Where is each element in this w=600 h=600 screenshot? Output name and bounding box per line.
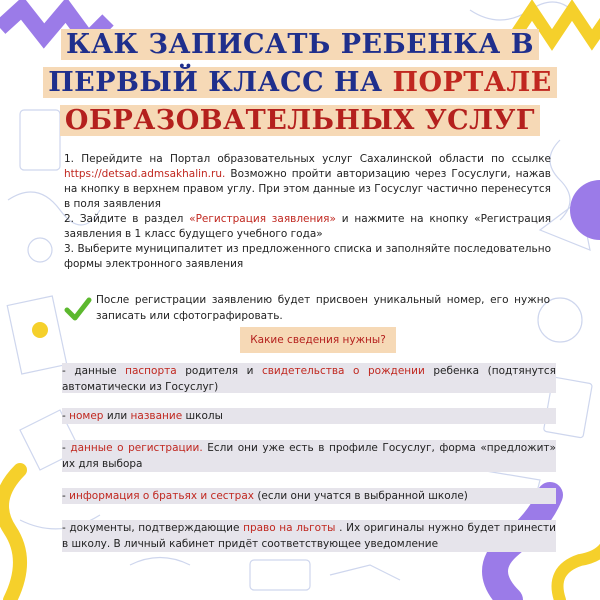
list-item-benefits: - документы, подтверждающие право на льготы . Их оригиналы нужно будет принести в школу. В личный кабинет придёт соответствующее уведомление xyxy=(62,522,556,550)
list-item-siblings: - информация о братьях и сестрах (если они учатся в выбранной школе) xyxy=(62,490,468,502)
curl-shape-bottom-right xyxy=(558,530,600,600)
checkmark-icon xyxy=(64,296,92,322)
step-3: 3. Выберите муниципалитет из предложенного списка и заполняйте последовательно формы электронного заявления xyxy=(64,243,551,270)
list-item-registration: - данные о регистрации. Если они уже есть в профиле Госуслуг, форма «предложит» их для выбора xyxy=(62,442,556,470)
squiggle-shape-bottom-left xyxy=(2,470,20,600)
title-line-3: ОБРАЗОВАТЕЛЬНЫХ УСЛУГ xyxy=(0,102,600,140)
step-2: 2. Зайдите в раздел «Регистрация заявления» и нажмите на кнопку «Регистрация заявления в 1 класс будущего учебного года» xyxy=(64,213,552,240)
list-item-passport: - данные паспорта родителя и свидетельства о рождении ребенка (подтянутся автоматически из Госуслуг) xyxy=(62,365,556,393)
registration-note: После регистрации заявлению будет присвоен уникальный номер, его нужно записать или сфотографировать. xyxy=(96,294,550,322)
portal-link[interactable]: https://detsad.admsakhalin.ru. xyxy=(64,168,226,180)
list-item-school: - номер или название школы xyxy=(62,410,223,422)
circle-shape-right xyxy=(570,180,600,240)
title-line-1: КАК ЗАПИСАТЬ РЕБЕНКА В xyxy=(0,26,600,64)
question-label: Какие сведения нужны? xyxy=(240,327,396,353)
instruction-steps xyxy=(64,152,551,272)
step-1: 1. Перейдите на Портал образовательных услуг Сахалинской области по ссылке https://detsad.admsakhalin.ru. Возможно пройти авторизацию через Госуслуги, нажав на кнопку в верхнем правом углу. При этом данные из Госуслуг частично перенесутся в поля заявления xyxy=(64,153,551,210)
title-line-2: ПЕРВЫЙ КЛАСС НА ПОРТАЛЕ xyxy=(0,64,600,102)
